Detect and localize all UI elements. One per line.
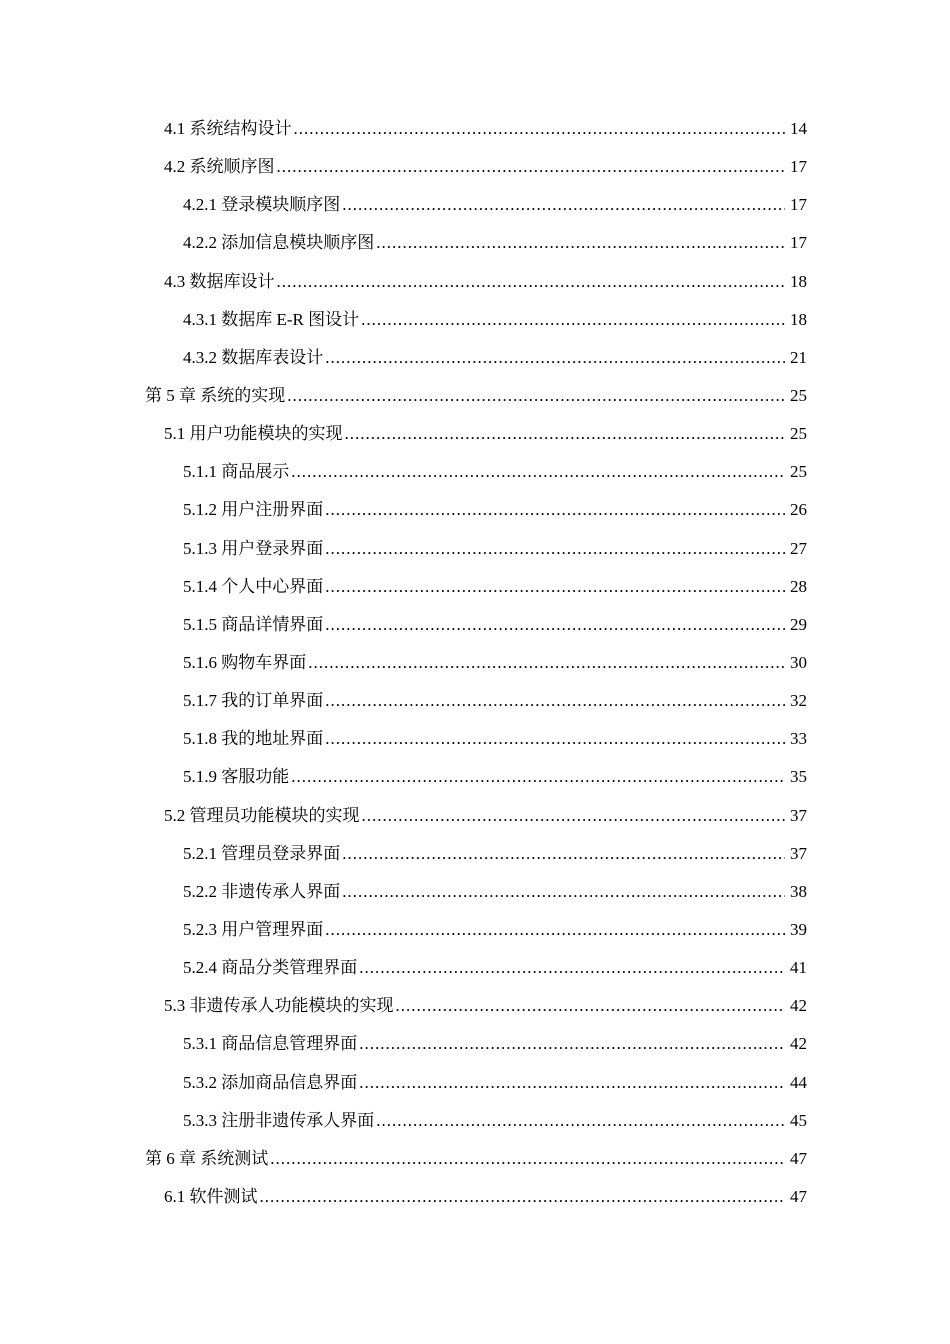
toc-entry-title: 5.3.1 商品信息管理界面 — [183, 1034, 358, 1054]
toc-dot-leader — [376, 224, 785, 262]
toc-entry-page-number: 37 — [790, 805, 807, 825]
toc-dot-leader — [277, 148, 786, 186]
toc-dot-leader — [291, 453, 785, 491]
toc-entry-page-number: 25 — [790, 424, 807, 444]
toc-dot-leader — [359, 949, 785, 987]
toc-entry[interactable] — [145, 110, 807, 148]
toc-entry[interactable] — [145, 1102, 807, 1140]
toc-entry[interactable] — [145, 377, 807, 415]
toc-entry[interactable] — [145, 491, 807, 529]
toc-entry-page-number: 32 — [790, 691, 807, 711]
toc-dot-leader — [270, 1140, 785, 1178]
toc-entry[interactable] — [145, 606, 807, 644]
toc-entry[interactable] — [145, 873, 807, 911]
toc-entry-page-number: 18 — [790, 271, 807, 291]
toc-entry-title: 5.1.2 用户注册界面 — [183, 500, 324, 520]
toc-dot-leader — [325, 606, 785, 644]
toc-dot-leader — [325, 911, 785, 949]
toc-entry-title: 5.3.2 添加商品信息界面 — [183, 1072, 358, 1092]
toc-entry-page-number: 28 — [790, 576, 807, 596]
toc-entry-page-number: 39 — [790, 919, 807, 939]
toc-entry-page-number: 45 — [790, 1110, 807, 1130]
toc-entry-page-number: 18 — [790, 309, 807, 329]
toc-entry-page-number: 17 — [790, 157, 807, 177]
toc-dot-leader — [361, 301, 785, 339]
toc-entry-title: 5.1.4 个人中心界面 — [183, 576, 324, 596]
toc-entry-title: 5.2.4 商品分类管理界面 — [183, 958, 358, 978]
toc-entry-page-number: 21 — [790, 347, 807, 367]
toc-entry[interactable] — [145, 1064, 807, 1102]
toc-dot-leader — [325, 530, 785, 568]
toc-entry[interactable] — [145, 1178, 807, 1216]
toc-entry[interactable] — [145, 835, 807, 873]
toc-entry-page-number: 25 — [790, 385, 807, 405]
toc-entry[interactable] — [145, 339, 807, 377]
toc-entry-page-number: 42 — [790, 996, 807, 1016]
toc-entry-title: 5.1.8 我的地址界面 — [183, 729, 324, 749]
toc-dot-leader — [277, 263, 786, 301]
toc-entry[interactable] — [145, 301, 807, 339]
toc-entry[interactable] — [145, 415, 807, 453]
toc-entry-title: 4.1 系统结构设计 — [164, 119, 292, 138]
toc-dot-leader — [345, 415, 786, 453]
toc-entry-title: 4.2.2 添加信息模块顺序图 — [183, 233, 375, 253]
toc-entry-title: 5.2.1 管理员登录界面 — [183, 843, 341, 863]
toc-entry-title: 4.3.1 数据库 E-R 图设计 — [183, 309, 360, 329]
toc-dot-leader — [325, 491, 785, 529]
toc-dot-leader — [260, 1178, 786, 1216]
toc-entry-title: 5.2 管理员功能模块的实现 — [164, 805, 360, 825]
toc-entry-page-number: 33 — [790, 729, 807, 749]
toc-entry[interactable] — [145, 530, 807, 568]
toc-entry-page-number: 47 — [790, 1186, 807, 1206]
toc-entry-title: 5.2.2 非遗传承人界面 — [183, 881, 341, 901]
toc-entry-page-number: 38 — [790, 881, 807, 901]
toc-dot-leader — [362, 797, 786, 835]
toc-entry-page-number: 35 — [790, 767, 807, 787]
toc-entry-page-number: 41 — [790, 958, 807, 978]
toc-entry[interactable] — [145, 949, 807, 987]
toc-entry[interactable] — [145, 568, 807, 606]
toc-dot-leader — [396, 987, 786, 1025]
toc-entry-title: 5.2.3 用户管理界面 — [183, 919, 324, 939]
toc-entry[interactable] — [145, 644, 807, 682]
toc-dot-leader — [287, 377, 785, 415]
toc-entry[interactable] — [145, 186, 807, 224]
toc-entry-page-number: 30 — [790, 652, 807, 672]
toc-dot-leader — [376, 1102, 785, 1140]
toc-entry[interactable] — [145, 224, 807, 262]
toc-entry-title: 5.1.9 客服功能 — [183, 767, 290, 787]
toc-entry-page-number: 37 — [790, 843, 807, 863]
toc-entry-page-number: 47 — [790, 1148, 807, 1168]
toc-entry-title: 4.3 数据库设计 — [164, 271, 275, 291]
toc-dot-leader — [291, 758, 785, 796]
toc-entry-title: 5.1 用户功能模块的实现 — [164, 424, 343, 444]
toc-entry[interactable] — [145, 987, 807, 1025]
toc-entry-title: 4.2.1 登录模块顺序图 — [183, 195, 341, 215]
toc-entry-title: 6.1 软件测试 — [164, 1186, 258, 1206]
toc-entry-title: 第 6 章 系统测试 — [145, 1148, 269, 1168]
toc-dot-leader — [342, 835, 785, 873]
toc-entry[interactable] — [145, 911, 807, 949]
toc-entry[interactable] — [145, 682, 807, 720]
toc-entry[interactable] — [145, 758, 807, 796]
toc-entry-title: 5.1.3 用户登录界面 — [183, 538, 324, 558]
toc-dot-leader — [325, 682, 785, 720]
toc-dot-leader — [325, 720, 785, 758]
toc-entry-title: 5.1.1 商品展示 — [183, 462, 290, 482]
toc-dot-leader — [342, 873, 785, 911]
toc-dot-leader — [359, 1025, 785, 1063]
toc-dot-leader — [325, 339, 785, 377]
toc-entry[interactable] — [145, 453, 807, 491]
toc-dot-leader — [359, 1064, 785, 1102]
toc-entry-page-number: 29 — [790, 614, 807, 634]
toc-entry-page-number: 25 — [790, 462, 807, 482]
toc-dot-leader — [325, 568, 785, 606]
toc-entry-title: 5.1.6 购物车界面 — [183, 652, 307, 672]
toc-entry-title: 4.2 系统顺序图 — [164, 157, 275, 177]
toc-entry[interactable] — [145, 148, 807, 186]
toc-dot-leader — [342, 186, 785, 224]
toc-entry-page-number: 27 — [790, 538, 807, 558]
toc-entry-page-number: 42 — [790, 1034, 807, 1054]
toc-entry-page-number: 26 — [790, 500, 807, 520]
toc-entry-title: 5.1.5 商品详情界面 — [183, 614, 324, 634]
toc-entry-page-number: 14 — [790, 119, 807, 138]
toc-entry-page-number: 44 — [790, 1072, 807, 1092]
toc-entry[interactable] — [145, 263, 807, 301]
toc-entry-title: 5.1.7 我的订单界面 — [183, 691, 324, 711]
toc-entry-title: 5.3 非遗传承人功能模块的实现 — [164, 996, 394, 1016]
toc-entry[interactable] — [145, 797, 807, 835]
toc-dot-leader — [294, 110, 786, 148]
toc-entry-page-number: 17 — [790, 195, 807, 215]
toc-entry[interactable] — [145, 1140, 807, 1178]
table-of-contents — [145, 110, 807, 1216]
toc-entry-title: 5.3.3 注册非遗传承人界面 — [183, 1110, 375, 1130]
toc-entry-title: 4.3.2 数据库表设计 — [183, 347, 324, 367]
toc-entry[interactable] — [145, 720, 807, 758]
toc-dot-leader — [308, 644, 785, 682]
toc-entry-title: 第 5 章 系统的实现 — [145, 385, 286, 405]
toc-entry-page-number: 17 — [790, 233, 807, 253]
toc-entry[interactable] — [145, 1025, 807, 1063]
